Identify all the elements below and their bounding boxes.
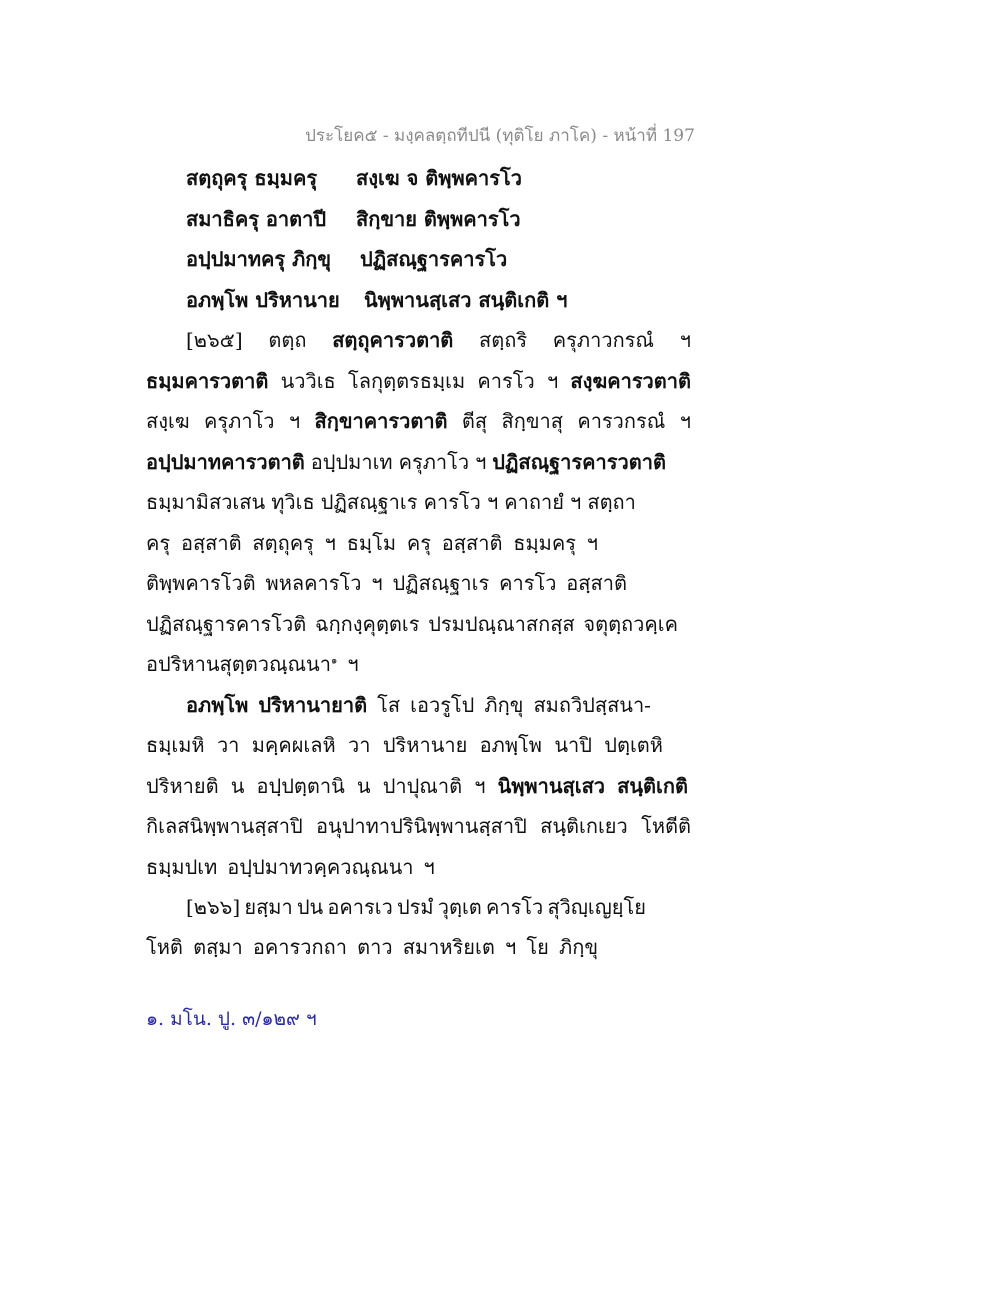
para1-line-8 bbox=[146, 608, 678, 640]
word bbox=[146, 648, 337, 680]
term-bold: ปริหานายาติ bbox=[258, 693, 368, 717]
word: ปริหายติ bbox=[146, 774, 219, 798]
word-text: อปริหานสุตฺตวณฺณนา bbox=[146, 652, 331, 676]
word: อคารวกถา bbox=[252, 935, 347, 959]
word: ฯ bbox=[679, 409, 691, 433]
word: มคฺคผเลหิ bbox=[251, 733, 336, 757]
para2-line-4 bbox=[146, 810, 691, 842]
verse-left: อภพฺโพ ปริหานาย bbox=[186, 288, 340, 312]
term-bold: อปฺปมาทคารวตาติ bbox=[146, 450, 305, 474]
word: อสฺสาติ bbox=[180, 531, 242, 555]
word: อปฺปมาทวคฺควณฺณนา bbox=[227, 855, 414, 879]
verse-line-4 bbox=[186, 284, 568, 316]
word: ฯ bbox=[486, 490, 499, 514]
word: คาถายํ bbox=[504, 490, 564, 514]
word: ฯ bbox=[474, 774, 486, 798]
word: ฯ bbox=[423, 855, 435, 879]
word: คารโว bbox=[499, 571, 557, 595]
word: ครุ bbox=[146, 531, 171, 555]
para2-line-2 bbox=[146, 729, 663, 761]
word: น bbox=[230, 774, 245, 798]
word: ฯ bbox=[586, 531, 598, 555]
term-bold: ปฏิสณฺฐารคารวตาติ bbox=[492, 450, 666, 474]
word: ติพฺพคารโวติ bbox=[146, 571, 256, 595]
para1-line-4 bbox=[146, 446, 666, 478]
word: นาปิ bbox=[554, 733, 592, 757]
word: ปฏิสณฺฐาเร bbox=[320, 490, 418, 514]
verse-left: สตฺถุครุ ธมฺมครุ bbox=[186, 166, 318, 190]
page-header: ประโยค๕ - มงฺคลตฺถทีปนี (ทุติโย ภาโค) - หน้าที่ 197 bbox=[305, 126, 695, 146]
word: ภิกฺขุ bbox=[484, 693, 524, 717]
word: สมาหริยเต bbox=[402, 935, 495, 959]
para3-line-2 bbox=[146, 931, 598, 963]
term-bold: อภพฺโพ bbox=[186, 693, 249, 717]
term-bold: สตฺถุคารวตาติ bbox=[332, 328, 454, 352]
word: ธมฺโม bbox=[346, 531, 397, 555]
word: ฯ bbox=[475, 450, 487, 474]
word: ฯ bbox=[504, 935, 517, 959]
word: คารโว bbox=[485, 895, 544, 919]
word: ฉกฺกงฺคุตฺตเร bbox=[314, 612, 420, 636]
word: ครุภาวกรณํ bbox=[552, 328, 654, 352]
word: อนุปาทาปรินิพฺพานสฺสาปิ bbox=[316, 814, 527, 838]
word: พหลคารโว bbox=[265, 571, 362, 595]
para1-line-2 bbox=[146, 365, 691, 397]
word: วา bbox=[216, 733, 240, 757]
verse-right: สงฺเฆ จ ติพฺพคารโว bbox=[356, 166, 522, 190]
word: ตสฺมา bbox=[193, 935, 243, 959]
para2-line-5 bbox=[146, 851, 691, 883]
term-bold: สิกฺขาคารวตาติ bbox=[314, 409, 448, 433]
word: [๒๖๕] bbox=[186, 328, 243, 352]
word: ปาปุณาติ bbox=[382, 774, 463, 798]
word: ธมฺมครุ bbox=[513, 531, 576, 555]
word: ครุ bbox=[406, 531, 431, 555]
word: สนฺติเกเยว bbox=[540, 814, 628, 838]
word: ตาว bbox=[357, 935, 393, 959]
verse-right: นิพฺพานสฺเสว สนฺติเกติ ฯ bbox=[364, 288, 568, 312]
footnote-marker: ๑ bbox=[330, 655, 338, 667]
word: สตฺถริ bbox=[479, 328, 528, 352]
term-bold: สงฺฆคารวตาติ bbox=[570, 369, 691, 393]
word: วุตฺเต bbox=[437, 895, 482, 919]
word: คารโว bbox=[477, 369, 535, 393]
word: ฯ bbox=[570, 490, 582, 514]
word: อภพฺโพ bbox=[479, 733, 542, 757]
word: อสฺสาติ bbox=[441, 531, 503, 555]
word: จตุตฺถวคฺเค bbox=[583, 612, 678, 636]
word: ฯ bbox=[288, 409, 301, 433]
word: ฯ bbox=[371, 571, 383, 595]
word: สมถวิปสฺสนา- bbox=[533, 693, 651, 717]
word: อปฺปตฺตานิ bbox=[256, 774, 345, 798]
word: ปรมํ bbox=[396, 895, 434, 919]
word: อคารเว bbox=[327, 895, 393, 919]
word: ฯ bbox=[324, 531, 336, 555]
word: โหตีติ bbox=[641, 814, 691, 838]
word: ทุวิเธ bbox=[271, 490, 315, 514]
word: กิเลสนิพฺพานสฺสาปิ bbox=[146, 814, 303, 838]
word: ปริหานาย bbox=[382, 733, 468, 757]
para1-line-1 bbox=[186, 324, 691, 356]
verse-line-1 bbox=[186, 162, 522, 194]
verse-line-3 bbox=[186, 243, 508, 275]
para1-line-6 bbox=[146, 527, 598, 559]
para3-line-1 bbox=[186, 891, 646, 923]
word: ปฏิสณฺฐาเร bbox=[392, 571, 490, 595]
verse-line-2 bbox=[186, 203, 521, 235]
word: ฯ bbox=[679, 328, 691, 352]
verse-left: สมาธิครุ อาตาปี bbox=[186, 207, 327, 231]
word: คารวกรณํ bbox=[577, 409, 666, 433]
word: [๒๖๖] bbox=[186, 895, 241, 919]
word: สตฺถุครุ bbox=[252, 531, 314, 555]
para2-line-3 bbox=[146, 770, 688, 802]
word: วา bbox=[348, 733, 371, 757]
word: ตตฺถ bbox=[268, 328, 307, 352]
word: ตีสุ bbox=[461, 409, 488, 433]
para1-line-7 bbox=[146, 567, 627, 599]
verse-left: อปฺปมาทครุ ภิกฺขุ bbox=[186, 247, 332, 271]
word: ครุภาโว bbox=[398, 450, 470, 474]
word: โลกุตฺตรธมฺเม bbox=[347, 369, 466, 393]
para1-line-3 bbox=[146, 405, 691, 437]
word: ฯ bbox=[546, 369, 559, 393]
verse-right: สิกฺขาย ติพฺพคารโว bbox=[356, 207, 521, 231]
word: สตฺถา bbox=[587, 490, 636, 514]
word: น bbox=[356, 774, 371, 798]
para1-line-9 bbox=[146, 648, 691, 680]
word: ภิกฺขุ bbox=[559, 935, 598, 959]
word: เอวรูโป bbox=[410, 693, 475, 717]
word: ปน bbox=[296, 895, 324, 919]
term-bold: สนฺติเกติ bbox=[617, 774, 688, 798]
word: ธมฺมปเท bbox=[146, 855, 218, 879]
word: ปตฺเตหิ bbox=[604, 733, 663, 757]
word: ยสฺมา bbox=[244, 895, 293, 919]
term-bold: ธมฺมคารวตาติ bbox=[146, 369, 269, 393]
verse-right: ปฏิสณฺฐารคารโว bbox=[360, 247, 508, 271]
word: สิกฺขาสุ bbox=[501, 409, 563, 433]
para2-line-1 bbox=[186, 689, 651, 721]
word: ปฏิสณฺฐารคารโวติ bbox=[146, 612, 307, 636]
word: สุวิญฺเญยฺโย bbox=[547, 895, 646, 919]
word: คารโว bbox=[423, 490, 481, 514]
term-bold: นิพฺพานสฺเสว bbox=[497, 774, 605, 798]
word: ธมฺเมหิ bbox=[146, 733, 205, 757]
word: อสฺสาติ bbox=[566, 571, 627, 595]
word: นววิเธ bbox=[280, 369, 336, 393]
word: ฯ bbox=[347, 652, 359, 676]
word: ธมฺมามิสวเสน bbox=[146, 490, 266, 514]
word: สงฺเฆ bbox=[146, 409, 190, 433]
word: อปฺปมาเท bbox=[310, 450, 393, 474]
para1-line-5 bbox=[146, 486, 636, 518]
word: โย bbox=[526, 935, 549, 959]
word: โหติ bbox=[146, 935, 183, 959]
word: ครุภาโว bbox=[204, 409, 275, 433]
word: ปรมปณฺณาสกสฺส bbox=[428, 612, 575, 636]
footnote: ๑. มโน. ปู. ๓/๑๒๙ ฯ bbox=[146, 1008, 317, 1030]
word: โส bbox=[377, 693, 401, 717]
